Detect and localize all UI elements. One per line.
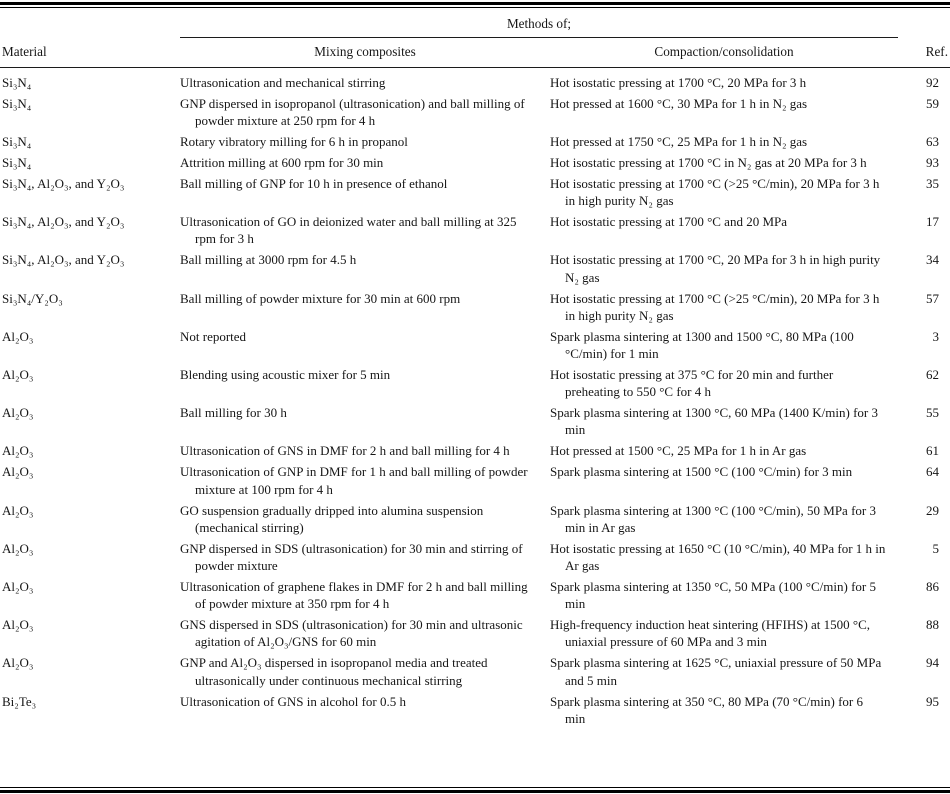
ref-cell: 3 [932,328,939,344]
mixing-cell: GNP dispersed in isopropanol (ultrasonication) and ball milling of powder mixture at 250 rpm for 4 h [180,95,525,128]
material-cell: Si₃N₄, Al₂O₃, and Y₂O₃ [2,214,125,230]
material-cell: Si₃N₄ [2,155,32,170]
material-cell: Si₃N₄ [2,95,32,111]
mixing-cell: Ultrasonication of GNS in DMF for 2 h and ball milling for 4 h [180,443,510,459]
compaction-cell: Spark plasma sintering at 1300 and 1500 °C, 80 MPa (100 °C/min) for 1 min [550,328,854,362]
table-row [0,498,950,536]
material-cell: Al₂O₃ [2,502,34,518]
ref-cell: 63 [926,134,939,149]
material-cell: Si₃N₄ [2,134,32,149]
mixing-cell: Blending using acoustic mixer for 5 min [180,367,391,383]
mixing-cell: Rotary vibratory milling for 6 h in propanol [180,134,408,149]
ref-cell: 94 [926,655,939,671]
compaction-cell: Hot pressed at 1600 °C, 30 MPa for 1 h in N₂ gas [550,95,808,111]
column-header-compaction: Compaction/consolidation [654,44,794,59]
material-cell: Al₂O₃ [2,464,34,480]
compaction-cell: Hot isostatic pressing at 1700 °C, 20 MPa for 3 h [550,74,807,90]
column-header-material: Material [2,44,47,59]
mixing-cell: Attrition milling at 600 rpm for 30 min [180,155,384,170]
table-row [0,536,950,574]
ref-cell: 34 [926,252,939,268]
table-row [0,439,950,460]
compaction-cell: Spark plasma sintering at 1350 °C, 50 MPa (100 °C/min) for 5 min [550,579,876,612]
table-row [0,651,950,689]
mixing-cell: GNP dispersed in SDS (ultrasonication) for 30 min and stirring of powder mixture [180,540,523,574]
material-cell: Si₃N₄, Al₂O₃, and Y₂O₃ [2,176,125,191]
ref-cell: 62 [926,367,939,383]
material-cell: Al₂O₃ [2,540,34,556]
ref-cell: 17 [926,214,939,230]
bottom-rule-thin [0,787,950,788]
material-cell: Si₃N₄, Al₂O₃, and Y₂O₃ [2,252,125,268]
table-row [0,91,950,129]
material-cell: Al₂O₃ [2,655,34,671]
compaction-cell: Spark plasma sintering at 1300 °C (100 °C/min), 50 MPa for 3 min in Ar gas [550,502,876,535]
ref-cell: 35 [926,176,939,191]
table-row [0,362,950,400]
table-body [0,68,950,727]
ref-cell: 88 [926,617,939,633]
column-header-ref: Ref. [925,44,948,59]
ref-cell: 55 [926,405,939,421]
table-row [0,324,950,362]
mixing-cell: Ball milling of powder mixture for 30 min at 600 rpm [180,290,461,306]
compaction-cell: Hot isostatic pressing at 1700 °C (>25 °C/min), 20 MPa for 3 h in high purity N₂ gas [550,290,880,323]
ref-cell: 57 [926,290,939,306]
compaction-cell: Hot pressed at 1500 °C, 25 MPa for 1 h in Ar gas [550,443,807,459]
ref-cell: 5 [932,540,939,556]
table-row [0,286,950,324]
material-cell: Al₂O₃ [2,328,34,344]
column-header-mixing: Mixing composites [314,44,416,59]
mixing-cell: Ultrasonication of graphene flakes in DMF for 2 h and ball milling of powder mixture at 350 rpm for 4 h [180,579,528,612]
compaction-cell: Spark plasma sintering at 1300 °C, 60 MPa (1400 K/min) for 3 min [550,405,878,438]
material-cell: Al₂O₃ [2,367,34,383]
mixing-cell: GNS dispersed in SDS (ultrasonication) for 30 min and ultrasonic agitation of Al₂O₃/GNS for 60 min [180,617,523,650]
mixing-cell: Not reported [180,328,247,344]
mixing-cell: Ball milling at 3000 rpm for 4.5 h [180,252,357,268]
column-header-row [0,38,950,68]
ref-cell: 93 [926,155,939,170]
table-row [0,248,950,286]
table-row [0,689,950,727]
ref-cell: 92 [926,74,939,90]
compaction-cell: Spark plasma sintering at 350 °C, 80 MPa (70 °C/min) for 6 min [550,693,863,726]
mixing-cell: GO suspension gradually dripped into alumina suspension (mechanical stirring) [180,502,484,535]
material-cell: Al₂O₃ [2,443,34,459]
mixing-cell: Ball milling of GNP for 10 h in presence of ethanol [180,176,448,191]
ref-cell: 95 [926,693,939,709]
table-row [0,171,950,209]
mixing-cell: Ultrasonication and mechanical stirring [180,74,386,90]
ref-cell: 64 [926,464,939,480]
top-rule-thick [0,2,950,5]
table-row [0,129,950,150]
ref-cell: 61 [926,443,939,459]
material-cell: Si₃N₄ [2,74,32,90]
compaction-cell: Hot isostatic pressing at 375 °C for 20 min and further preheating to 550 °C for 4 h [550,367,834,400]
mixing-cell: Ball milling for 30 h [180,405,287,421]
table-row [0,612,950,650]
compaction-cell: Hot isostatic pressing at 1700 °C (>25 °C/min), 20 MPa for 3 h in high purity N₂ gas [550,176,880,209]
compaction-cell: Spark plasma sintering at 1625 °C, uniaxial pressure of 50 MPa and 5 min [550,655,882,688]
mixing-cell: Ultrasonication of GNS in alcohol for 0.5 h [180,693,407,709]
mixing-cell: GNP and Al₂O₃ dispersed in isopropanol media and treated ultrasonically under continuous mechanical stirring [180,655,488,688]
compaction-cell: Hot isostatic pressing at 1700 °C, 20 MPa for 3 h in high purity N₂ gas [550,252,881,285]
methods-header-row [0,8,950,38]
compaction-cell: Hot isostatic pressing at 1700 °C in N₂ gas at 20 MPa for 3 h [550,155,867,170]
material-cell: Si₃N₄/Y₂O₃ [2,290,63,306]
compaction-cell: High-frequency induction heat sintering (HFIHS) at 1500 °C, uniaxial pressure of 60 MPa and 3 min [550,617,871,650]
table-row [0,574,950,612]
table-row [0,70,950,91]
bottom-rule [0,787,950,794]
table-row [0,209,950,247]
material-cell: Al₂O₃ [2,405,34,421]
mixing-cell: Ultrasonication of GNP in DMF for 1 h and ball milling of powder mixture at 100 rpm for 4 h [180,464,528,497]
table-row [0,400,950,438]
compaction-cell: Hot isostatic pressing at 1700 °C and 20 MPa [550,214,788,230]
ref-cell: 29 [926,502,939,518]
table-row [0,460,950,498]
table-row [0,150,950,171]
material-cell: Al₂O₃ [2,617,34,633]
compaction-cell: Spark plasma sintering at 1500 °C (100 °C/min) for 3 min [550,464,853,480]
ref-cell: 59 [926,95,939,111]
bottom-rule-thick [0,790,950,793]
material-cell: Bi₂Te₃ [2,693,37,709]
compaction-cell: Hot pressed at 1750 °C, 25 MPa for 1 h in N₂ gas [550,134,808,149]
methods-of-header: Methods of; [180,8,898,38]
ref-cell: 86 [926,579,939,595]
mixing-cell: Ultrasonication of GO in deionized water and ball milling at 325 rpm for 3 h [180,214,517,247]
material-cell: Al₂O₃ [2,579,34,595]
compaction-cell: Hot isostatic pressing at 1650 °C (10 °C/min), 40 MPa for 1 h in Ar gas [550,540,886,574]
